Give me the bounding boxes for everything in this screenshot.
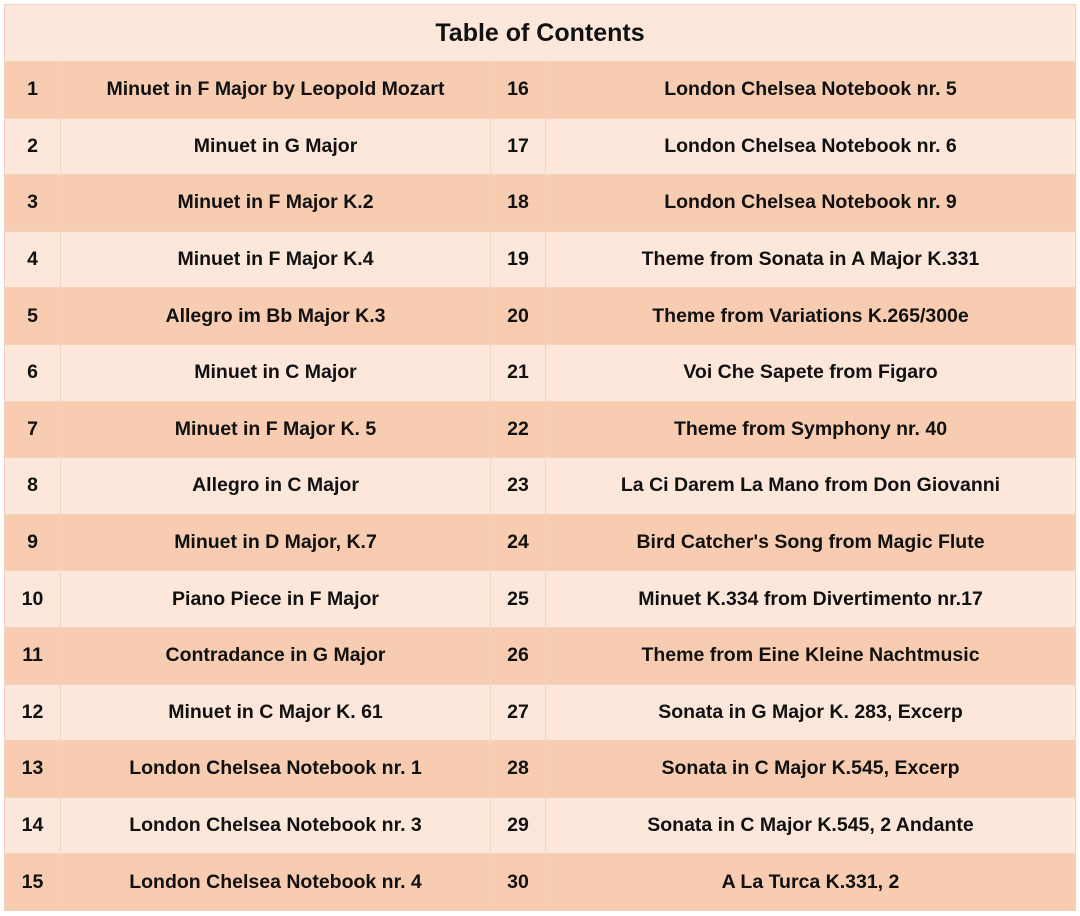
table-row <box>5 854 1076 911</box>
entry-number: 25 <box>491 571 546 628</box>
table-of-contents <box>4 4 1076 911</box>
entry-number: 10 <box>5 571 61 628</box>
entry-number: 17 <box>491 118 546 175</box>
entry-title: London Chelsea Notebook nr. 1 <box>61 741 491 798</box>
table-row <box>5 741 1076 798</box>
table-row <box>5 175 1076 232</box>
entry-number: 9 <box>5 514 61 571</box>
entry-title: Minuet in C Major K. 61 <box>61 684 491 741</box>
entry-number: 16 <box>491 62 546 119</box>
table-row <box>5 344 1076 401</box>
entry-number: 18 <box>491 175 546 232</box>
entry-number: 21 <box>491 344 546 401</box>
entry-number: 6 <box>5 344 61 401</box>
entry-title: Theme from Eine Kleine Nachtmusic <box>546 627 1076 684</box>
entry-number: 29 <box>491 797 546 854</box>
entry-number: 11 <box>5 627 61 684</box>
entry-number: 5 <box>5 288 61 345</box>
entry-title: La Ci Darem La Mano from Don Giovanni <box>546 458 1076 515</box>
table-row <box>5 571 1076 628</box>
entry-number: 19 <box>491 231 546 288</box>
entry-number: 26 <box>491 627 546 684</box>
entry-number: 24 <box>491 514 546 571</box>
entry-title: Sonata in C Major K.545, Excerp <box>546 741 1076 798</box>
table-row <box>5 231 1076 288</box>
entry-number: 27 <box>491 684 546 741</box>
table-row <box>5 514 1076 571</box>
entry-title: Minuet K.334 from Divertimento nr.17 <box>546 571 1076 628</box>
entry-title: London Chelsea Notebook nr. 9 <box>546 175 1076 232</box>
entry-title: Minuet in F Major K.4 <box>61 231 491 288</box>
entry-title: Bird Catcher's Song from Magic Flute <box>546 514 1076 571</box>
entry-title: Allegro in C Major <box>61 458 491 515</box>
entry-title: Minuet in D Major, K.7 <box>61 514 491 571</box>
entry-title: Theme from Symphony nr. 40 <box>546 401 1076 458</box>
entry-title: Minuet in F Major K.2 <box>61 175 491 232</box>
entry-number: 15 <box>5 854 61 911</box>
entry-number: 23 <box>491 458 546 515</box>
entry-title: Contradance in G Major <box>61 627 491 684</box>
entry-number: 30 <box>491 854 546 911</box>
table-row <box>5 627 1076 684</box>
entry-number: 12 <box>5 684 61 741</box>
entry-title: London Chelsea Notebook nr. 3 <box>61 797 491 854</box>
table-row <box>5 797 1076 854</box>
entry-number: 14 <box>5 797 61 854</box>
entry-title: Sonata in G Major K. 283, Excerp <box>546 684 1076 741</box>
toc-body <box>5 62 1076 911</box>
table-row <box>5 118 1076 175</box>
entry-title: Minuet in F Major K. 5 <box>61 401 491 458</box>
entry-number: 28 <box>491 741 546 798</box>
entry-title: London Chelsea Notebook nr. 5 <box>546 62 1076 119</box>
entry-title: A La Turca K.331, 2 <box>546 854 1076 911</box>
entry-number: 4 <box>5 231 61 288</box>
entry-number: 22 <box>491 401 546 458</box>
table-row <box>5 62 1076 119</box>
entry-title: Minuet in C Major <box>61 344 491 401</box>
entry-number: 7 <box>5 401 61 458</box>
entry-number: 13 <box>5 741 61 798</box>
entry-title: Piano Piece in F Major <box>61 571 491 628</box>
table-row <box>5 684 1076 741</box>
entry-title: Minuet in F Major by Leopold Mozart <box>61 62 491 119</box>
entry-title: Minuet in G Major <box>61 118 491 175</box>
entry-number: 20 <box>491 288 546 345</box>
entry-title: Sonata in C Major K.545, 2 Andante <box>546 797 1076 854</box>
entry-number: 3 <box>5 175 61 232</box>
entry-title: Allegro im Bb Major K.3 <box>61 288 491 345</box>
table-row <box>5 401 1076 458</box>
entry-number: 2 <box>5 118 61 175</box>
table-row <box>5 288 1076 345</box>
entry-title: Theme from Sonata in A Major K.331 <box>546 231 1076 288</box>
entry-title: London Chelsea Notebook nr. 4 <box>61 854 491 911</box>
table-row <box>5 458 1076 515</box>
entry-title: Theme from Variations K.265/300e <box>546 288 1076 345</box>
entry-title: Voi Che Sapete from Figaro <box>546 344 1076 401</box>
entry-title: London Chelsea Notebook nr. 6 <box>546 118 1076 175</box>
entry-number: 1 <box>5 62 61 119</box>
page-title: Table of Contents <box>5 5 1076 62</box>
title-row <box>5 5 1076 62</box>
entry-number: 8 <box>5 458 61 515</box>
